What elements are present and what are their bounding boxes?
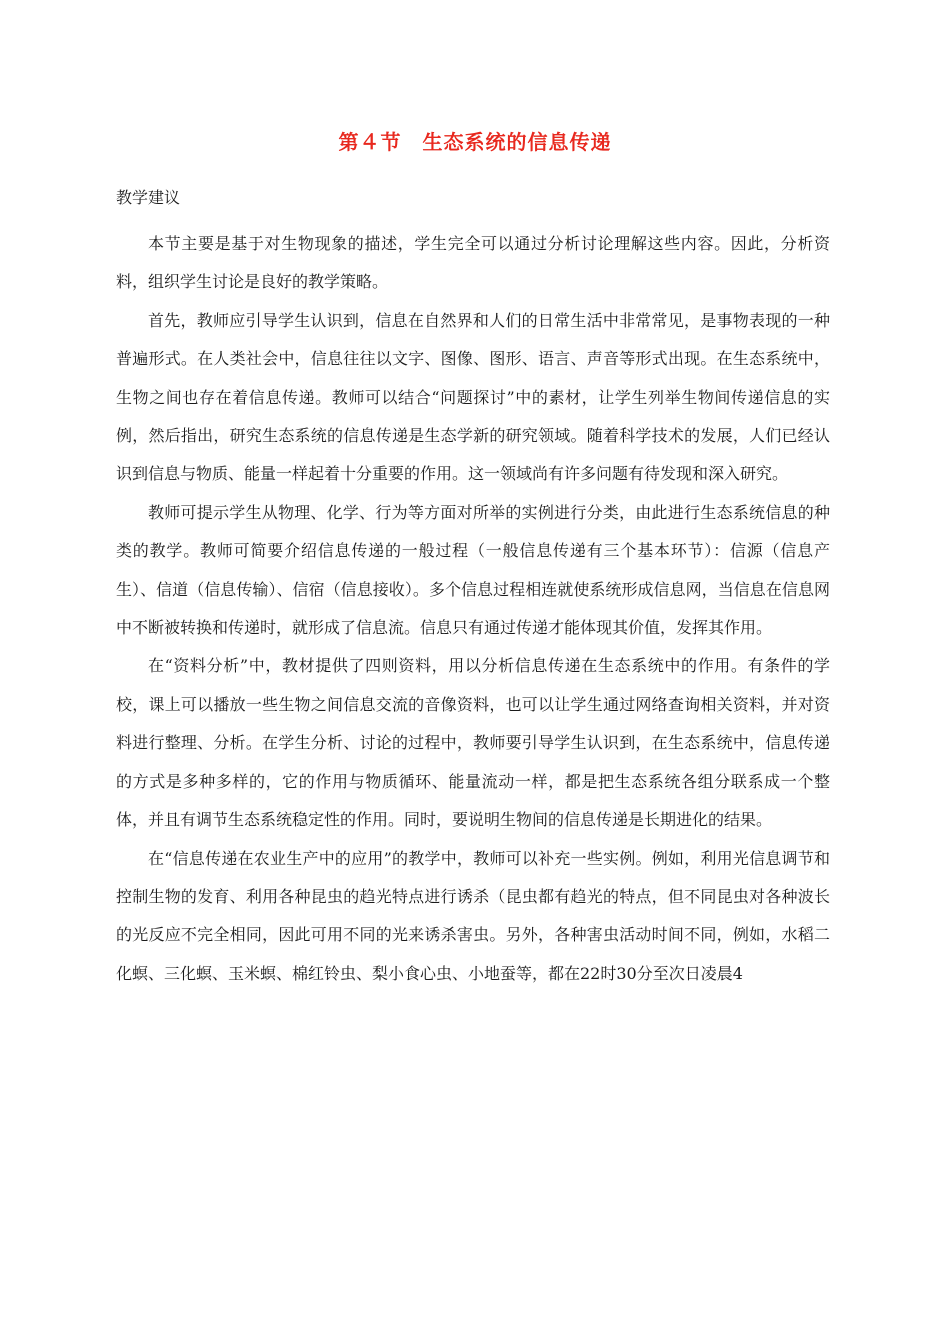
paragraph-5: 在“信息传递在农业生产中的应用”的教学中，教师可以补充一些实例。例如，利用光信息调节和控制生物的发育、利用各种昆虫的趋光特点进行诱杀（昆虫都有趋光的特点，但不同昆虫对各种波长的光反应不完全相同，因此可用不同的光来诱杀害虫。另外，各种害虫活动时间不同，例如，水稻二化螟、三化螟、玉米螟、棉红铃虫、梨小食心虫、小地蚕等，都在22时30分至次日凌晨4 [116, 848, 830, 983]
paragraph-4: 在“资料分析”中，教材提供了四则资料，用以分析信息传递在生态系统中的作用。有条件的学校，课上可以播放一些生物之间信息交流的音像资料，也可以让学生通过网络查询相关资料，并对资料进行整理、分析。在学生分析、讨论的过程中，教师要引导学生认识到，在生态系统中，信息传递的方式是多种多样的，它的作用与物质循环、能量流动一样，都是把生态系统各组分联系成一个整体，并且有调节生态系统稳定性的作用。同时，要说明生物间的信息传递是长期进化的结果。 [116, 656, 830, 830]
section-heading: 教学建议 [116, 188, 181, 207]
paragraph-2: 首先，教师应引导学生认识到，信息在自然界和人们的日常生活中非常常见，是事物表现的一种普遍形式。在人类社会中，信息往往以文字、图像、图形、语言、声音等形式出现。在生态系统中，生物之间也存在着信息传递。教师可以结合“问题探讨”中的素材，让学生列举生物间传递信息的实例，然后指出，研究生态系统的信息传递是生态学新的研究领域。随着科学技术的发展，人们已经认识到信息与物质、能量一样起着十分重要的作用。这一领域尚有许多问题有待发现和深入研究。 [116, 310, 830, 484]
document-title: 第４节 生态系统的信息传递 [338, 130, 612, 154]
paragraph-3: 教师可提示学生从物理、化学、行为等方面对所举的实例进行分类，由此进行生态系统信息的种类的教学。教师可简要介绍信息传递的一般过程（一般信息传递有三个基本环节）：信源（信息产生）、信道（信息传输）、信宿（信息接收）。多个信息过程相连就使系统形成信息网，当信息在信息网中不断被转换和传递时，就形成了信息流。信息只有通过传递才能体现其价值，发挥其作用。 [116, 502, 830, 638]
document-body [116, 225, 830, 993]
paragraph-1: 本节主要是基于对生物现象的描述，学生完全可以通过分析讨论理解这些内容。因此，分析资料，组织学生讨论是良好的教学策略。 [116, 234, 830, 292]
